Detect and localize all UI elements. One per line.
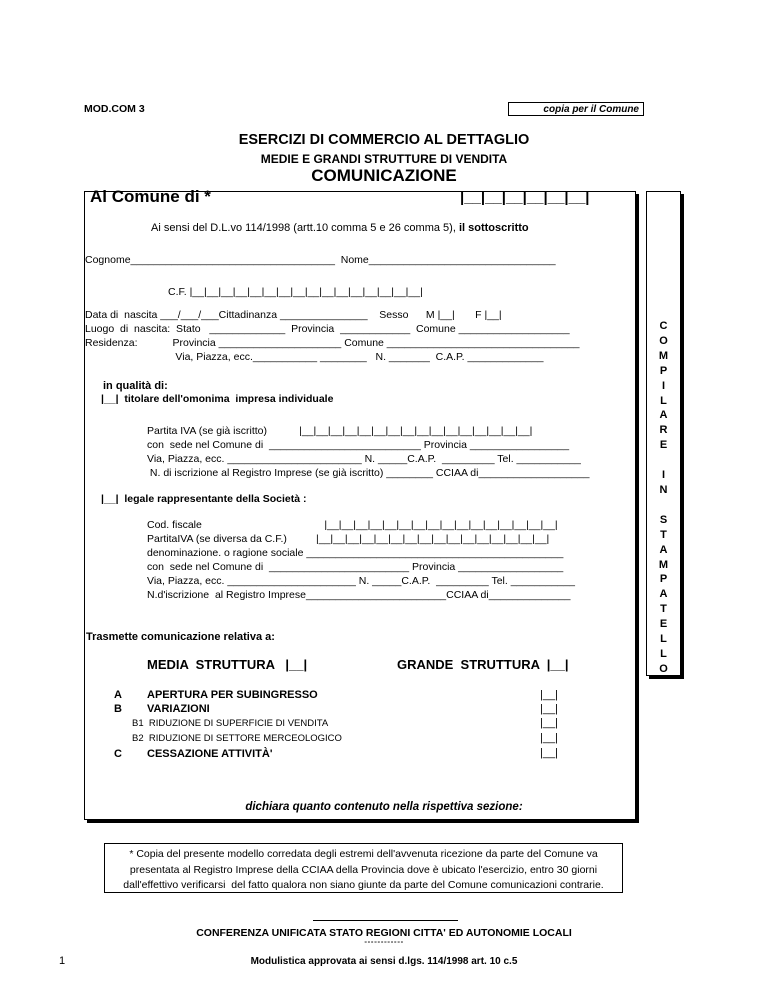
- via-residenza-field[interactable]: Via, Piazza, ecc.___________ ________ N. _______ C.A.P. _____________: [85, 351, 544, 363]
- sede-societa-field[interactable]: con sede nel Comune di ________________________ Provincia __________________: [147, 561, 564, 573]
- denominazione-field[interactable]: denominazione. o ragione sociale ____________________________________________: [147, 547, 564, 559]
- stamp-panel: [646, 191, 681, 676]
- registro-imprese-field[interactable]: N. di iscrizione al Registro Imprese (se già iscritto) ________ CCIAA di___________________: [147, 467, 590, 479]
- approval-text: Modulistica approvata ai sensi d.lgs. 114/1998 art. 10 c.5: [250, 956, 518, 967]
- title-line-1: ESERCIZI DI COMMERCIO AL DETTAGLIO: [238, 132, 530, 148]
- legal-reference-bold: il sottoscritto: [458, 222, 529, 234]
- item-b1-label: B1 RIDUZIONE DI SUPERFICIE DI VENDITA: [132, 718, 329, 729]
- item-apertura-label: APERTURA PER SUBINGRESSO: [147, 689, 318, 701]
- via-sede-field[interactable]: Via, Piazza, ecc. _______________________ N. _____C.A.P. _________ Tel. ___________: [147, 453, 581, 465]
- comune-label: Al Comune di *: [90, 187, 211, 206]
- legale-checkbox[interactable]: |__| legale rappresentante della Società :: [101, 493, 307, 505]
- trasmette-label: Trasmette comunicazione relativa a:: [86, 631, 275, 643]
- sede-comune-field[interactable]: con sede nel Comune di __________________________ Provincia _________________: [147, 439, 570, 451]
- partita-iva-field[interactable]: Partita IVA (se già iscritto) |__|__|__|__|__|__|__|__|__|__|__|__|__|__|__|__|: [147, 425, 533, 437]
- media-struttura-checkbox[interactable]: MEDIA STRUTTURA |__|: [147, 657, 308, 672]
- titolare-checkbox[interactable]: |__| titolare dell'omonima impresa individuale: [101, 393, 334, 405]
- grande-struttura-checkbox[interactable]: GRANDE STRUTTURA |__|: [397, 657, 569, 672]
- luogo-nascita-field[interactable]: Luogo di nascita: Stato _____________ Provincia ____________ Comune ___________________: [85, 323, 570, 335]
- declaration-text: dichiara quanto contenuto nella rispettiva sezione:: [245, 801, 523, 813]
- item-cessazione-label: CESSAZIONE ATTIVITÀ': [147, 748, 273, 760]
- qualita-label: in qualità di:: [103, 380, 168, 392]
- comune-code-boxes[interactable]: |__|__|__|__|__|__|: [460, 189, 590, 206]
- item-variazioni-label: VARIAZIONI: [147, 703, 210, 715]
- registro-societa-field[interactable]: N.d'iscrizione al Registro Imprese________________________CCIAA di______________: [147, 589, 571, 601]
- item-letter-b: B: [114, 703, 122, 715]
- nascita-field[interactable]: Data di nascita ___/___/___Cittadinanza _______________ Sesso M |__| F |__|: [85, 309, 502, 321]
- footer-dots: °°°°°°°°°°°°: [364, 941, 404, 948]
- page-title: COMUNICAZIONE: [311, 166, 457, 185]
- codice-fiscale-societa-field[interactable]: Cod. fiscale |__|__|__|__|__|__|__|__|__|__|__|__|__|__|__|__|: [147, 519, 558, 531]
- item-apertura-checkbox[interactable]: |__|: [540, 689, 558, 701]
- via-societa-field[interactable]: Via, Piazza, ecc. ______________________ N. _____C.A.P. _________ Tel. ___________: [147, 575, 575, 587]
- conference-text: CONFERENZA UNIFICATA STATO REGIONI CITTA' ED AUTONOMIE LOCALI: [196, 927, 572, 939]
- item-letter-c: C: [114, 748, 122, 760]
- item-b1-checkbox[interactable]: |__|: [540, 717, 558, 729]
- item-cessazione-checkbox[interactable]: |__|: [540, 747, 558, 759]
- item-variazioni-checkbox[interactable]: |__|: [540, 703, 558, 715]
- item-b2-checkbox[interactable]: |__|: [540, 732, 558, 744]
- residenza-field[interactable]: Residenza: Provincia _____________________ Comune _________________________________: [85, 337, 580, 349]
- legal-reference-text: Ai sensi del D.L.vo 114/1998 (artt.10 comma 5 e 26 comma 5),: [151, 222, 456, 234]
- item-letter-a: A: [114, 689, 122, 701]
- form-code: MOD.COM 3: [84, 103, 145, 115]
- partita-iva-societa-field[interactable]: PartitaIVA (se diversa da C.F.) |__|__|__|__|__|__|__|__|__|__|__|__|__|__|__|__|: [147, 533, 550, 545]
- cognome-nome-field[interactable]: Cognome___________________________________ Nome________________________________: [85, 254, 556, 266]
- title-line-2: MEDIE E GRANDI STRUTTURE DI VENDITA: [260, 152, 508, 166]
- copy-label: copia per il Comune: [508, 102, 644, 116]
- stamp-panel-text: C O M P I L A R E I N S T A M P A T E L L O: [658, 320, 669, 675]
- legal-reference: [151, 222, 529, 234]
- page-number: 1: [59, 955, 66, 967]
- item-b2-label: B2 RIDUZIONE DI SETTORE MERCEOLOGICO: [132, 733, 342, 744]
- footer-rule: [313, 920, 458, 921]
- codice-fiscale-field[interactable]: C.F. |__|__|__|__|__|__|__|__|__|__|__|__|__|__|__|__|: [168, 286, 423, 298]
- note-box: * Copia del presente modello corredata degli estremi dell'avvenuta ricezione da parte del Comune va presentata al Registro Imprese della CCIAA della Provincia dove è ubicato l'esercizio, entro 30 giorni dall'effettivo verificarsi del fatto qualora non siano giunte da parte del Comune comunicazioni contrarie.: [104, 843, 623, 893]
